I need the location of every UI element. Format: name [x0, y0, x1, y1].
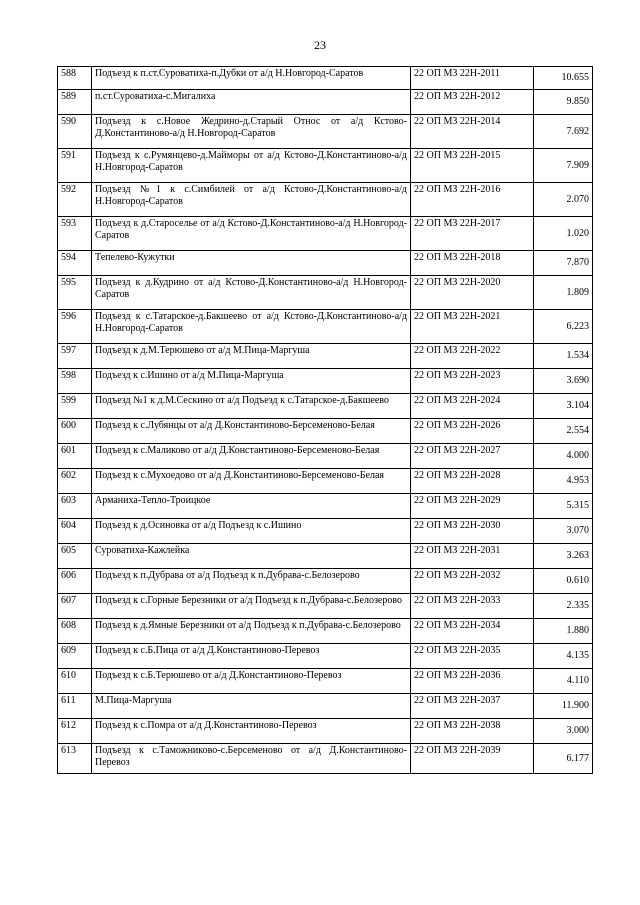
road-length: 2.335	[534, 594, 593, 619]
road-length: 9.850	[534, 90, 593, 115]
road-id-code: 22 ОП МЗ 22Н-2014	[411, 115, 534, 149]
road-id-code: 22 ОП МЗ 22Н-2039	[411, 744, 534, 774]
road-length: 2.070	[534, 183, 593, 217]
road-id-code: 22 ОП МЗ 22Н-2036	[411, 669, 534, 694]
road-name: п.ст.Суроватиха-с.Мигалиха	[92, 90, 411, 115]
row-number: 594	[58, 251, 92, 276]
road-id-code: 22 ОП МЗ 22Н-2023	[411, 369, 534, 394]
road-id-code: 22 ОП МЗ 22Н-2029	[411, 494, 534, 519]
table-row	[58, 419, 593, 444]
road-length: 3.070	[534, 519, 593, 544]
road-length: 3.104	[534, 394, 593, 419]
road-name: Подъезд к с.Новое Жедрино-д.Старый Относ от а/д Кстово-Д.Константиново-а/д Н.Новгород-Саратов	[92, 115, 411, 149]
row-number: 593	[58, 217, 92, 251]
row-number: 609	[58, 644, 92, 669]
road-name: М.Пица-Маргуша	[92, 694, 411, 719]
table-row	[58, 594, 593, 619]
road-name: Подъезд к с.Лубянцы от а/д Д.Константиново-Берсеменово-Белая	[92, 419, 411, 444]
road-name: Арманиха-Тепло-Троицкое	[92, 494, 411, 519]
road-id-code: 22 ОП МЗ 22Н-2016	[411, 183, 534, 217]
table-row	[58, 469, 593, 494]
row-number: 589	[58, 90, 92, 115]
row-number: 602	[58, 469, 92, 494]
road-name: Подъезд к д.Кудрино от а/д Кстово-Д.Константиново-а/д Н.Новгород-Саратов	[92, 276, 411, 310]
road-length: 1.809	[534, 276, 593, 310]
road-id-code: 22 ОП МЗ 22Н-2034	[411, 619, 534, 644]
table-row	[58, 251, 593, 276]
road-id-code: 22 ОП МЗ 22Н-2031	[411, 544, 534, 569]
road-id-code: 22 ОП МЗ 22Н-2017	[411, 217, 534, 251]
road-length: 5.315	[534, 494, 593, 519]
road-name: Подъезд к с.Татарское-д.Бакшеево от а/д Кстово-Д.Константиново-а/д Н.Новгород-Саратов	[92, 310, 411, 344]
road-length: 7.692	[534, 115, 593, 149]
row-number: 590	[58, 115, 92, 149]
table-row	[58, 644, 593, 669]
row-number: 607	[58, 594, 92, 619]
road-id-code: 22 ОП МЗ 22Н-2020	[411, 276, 534, 310]
road-length: 7.909	[534, 149, 593, 183]
table-row	[58, 115, 593, 149]
road-length: 3.000	[534, 719, 593, 744]
road-name: Подъезд к с.Горные Березники от а/д Подъезд к п.Дубрава-с.Белозерово	[92, 594, 411, 619]
row-number: 610	[58, 669, 92, 694]
road-id-code: 22 ОП МЗ 22Н-2037	[411, 694, 534, 719]
road-length: 6.223	[534, 310, 593, 344]
row-number: 588	[58, 67, 92, 90]
road-name: Подъезд к с.Б.Пица от а/д Д.Константиново-Перевоз	[92, 644, 411, 669]
road-name: Подъезд к д.Осиновка от а/д Подъезд к с.Ишино	[92, 519, 411, 544]
road-name: Подъезд к д.Ямные Березники от а/д Подъезд к п.Дубрава-с.Белозерово	[92, 619, 411, 644]
roads-table	[57, 66, 593, 774]
road-name: Подъезд к с.Помра от а/д Д.Константиново-Перевоз	[92, 719, 411, 744]
road-id-code: 22 ОП МЗ 22Н-2024	[411, 394, 534, 419]
row-number: 595	[58, 276, 92, 310]
row-number: 605	[58, 544, 92, 569]
road-length: 3.263	[534, 544, 593, 569]
road-id-code: 22 ОП МЗ 22Н-2035	[411, 644, 534, 669]
table-row	[58, 344, 593, 369]
row-number: 608	[58, 619, 92, 644]
table-row	[58, 569, 593, 594]
roads-table-body	[58, 67, 593, 774]
road-name: Подъезд к с.Мухоедово от а/д Д.Константиново-Берсеменово-Белая	[92, 469, 411, 494]
table-row	[58, 276, 593, 310]
road-length: 4.110	[534, 669, 593, 694]
road-length: 10.655	[534, 67, 593, 90]
row-number: 600	[58, 419, 92, 444]
table-row	[58, 619, 593, 644]
row-number: 604	[58, 519, 92, 544]
table-row	[58, 310, 593, 344]
road-name: Подъезд к с.Маликово от а/д Д.Константиново-Берсеменово-Белая	[92, 444, 411, 469]
road-length: 1.880	[534, 619, 593, 644]
road-name: Подъезд №1 к с.Симбилей от а/д Кстово-Д.Константиново-а/д Н.Новгород-Саратов	[92, 183, 411, 217]
table-row	[58, 669, 593, 694]
road-id-code: 22 ОП МЗ 22Н-2015	[411, 149, 534, 183]
road-id-code: 22 ОП МЗ 22Н-2038	[411, 719, 534, 744]
row-number: 612	[58, 719, 92, 744]
road-name: Подъезд к п.Дубрава от а/д Подъезд к п.Дубрава-с.Белозерово	[92, 569, 411, 594]
table-row	[58, 90, 593, 115]
road-id-code: 22 ОП МЗ 22Н-2028	[411, 469, 534, 494]
row-number: 598	[58, 369, 92, 394]
table-row	[58, 694, 593, 719]
table-row	[58, 494, 593, 519]
road-length: 0.610	[534, 569, 593, 594]
table-row	[58, 744, 593, 774]
road-length: 1.020	[534, 217, 593, 251]
table-row	[58, 217, 593, 251]
road-name: Подъезд к с.Ишино от а/д М.Пица-Маргуша	[92, 369, 411, 394]
row-number: 591	[58, 149, 92, 183]
road-name: Подъезд к с.Таможниково-с.Берсеменово от а/д Д.Константиново-Перевоз	[92, 744, 411, 774]
row-number: 603	[58, 494, 92, 519]
road-length: 11.900	[534, 694, 593, 719]
table-row	[58, 544, 593, 569]
road-id-code: 22 ОП МЗ 22Н-2032	[411, 569, 534, 594]
road-id-code: 22 ОП МЗ 22Н-2033	[411, 594, 534, 619]
row-number: 596	[58, 310, 92, 344]
road-name: Подъезд к п.ст.Суроватиха-п.Дубки от а/д Н.Новгород-Саратов	[92, 67, 411, 90]
road-name: Тепелево-Кужутки	[92, 251, 411, 276]
road-length: 7.870	[534, 251, 593, 276]
road-id-code: 22 ОП МЗ 22Н-2030	[411, 519, 534, 544]
road-id-code: 22 ОП МЗ 22Н-2018	[411, 251, 534, 276]
row-number: 597	[58, 344, 92, 369]
table-row	[58, 183, 593, 217]
road-id-code: 22 ОП МЗ 22Н-2012	[411, 90, 534, 115]
table-row	[58, 519, 593, 544]
road-length: 4.135	[534, 644, 593, 669]
road-id-code: 22 ОП МЗ 22Н-2022	[411, 344, 534, 369]
road-length: 2.554	[534, 419, 593, 444]
table-row	[58, 394, 593, 419]
road-id-code: 22 ОП МЗ 22Н-2026	[411, 419, 534, 444]
road-id-code: 22 ОП МЗ 22Н-2027	[411, 444, 534, 469]
table-row	[58, 369, 593, 394]
row-number: 613	[58, 744, 92, 774]
road-id-code: 22 ОП МЗ 22Н-2021	[411, 310, 534, 344]
road-name: Подъезд к д.М.Терюшево от а/д М.Пица-Маргуша	[92, 344, 411, 369]
road-length: 4.000	[534, 444, 593, 469]
table-row	[58, 719, 593, 744]
road-length: 6.177	[534, 744, 593, 774]
table-row	[58, 444, 593, 469]
row-number: 601	[58, 444, 92, 469]
row-number: 592	[58, 183, 92, 217]
road-length: 1.534	[534, 344, 593, 369]
road-name: Подъезд №1 к д.М.Сескино от а/д Подъезд к с.Татарское-д.Бакшеево	[92, 394, 411, 419]
road-length: 4.953	[534, 469, 593, 494]
page-number: 23	[314, 38, 326, 52]
road-name: Подъезд к с.Румянцево-д.Майморы от а/д Кстово-Д.Константиново-а/д Н.Новгород-Саратов	[92, 149, 411, 183]
row-number: 599	[58, 394, 92, 419]
road-length: 3.690	[534, 369, 593, 394]
row-number: 606	[58, 569, 92, 594]
road-name: Подъезд к д.Староселье от а/д Кстово-Д.Константиново-а/д Н.Новгород-Саратов	[92, 217, 411, 251]
table-row	[58, 67, 593, 90]
table-row	[58, 149, 593, 183]
road-name: Суроватиха-Кажлейка	[92, 544, 411, 569]
row-number: 611	[58, 694, 92, 719]
road-name: Подъезд к с.Б.Терюшево от а/д Д.Константиново-Перевоз	[92, 669, 411, 694]
road-id-code: 22 ОП МЗ 22Н-2011	[411, 67, 534, 90]
